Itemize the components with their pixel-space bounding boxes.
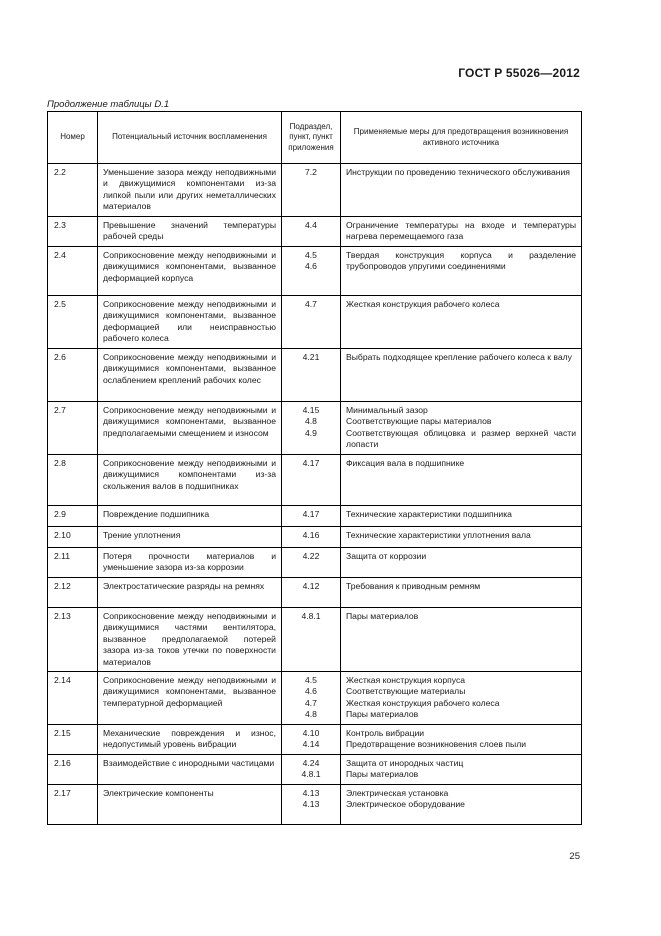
header-measures: Применяемые меры для предотвращения возникновения активного источника	[341, 112, 582, 164]
measures-cell	[341, 506, 582, 527]
subsection-ref: 4.7	[305, 299, 317, 309]
measures-cell	[341, 785, 582, 825]
subsection-ref: 4.8	[305, 416, 317, 427]
measures-cell	[341, 725, 582, 755]
row-number: 2.9	[48, 506, 98, 527]
ignition-source-cell: Соприкосновение между неподвижными и движущимися частями вентилятора, вызванное предполагаемой потерей зазора из-за токов утечки по поверхности материалов	[98, 608, 282, 672]
ignition-source-cell: Электростатические разряды на ремнях	[98, 578, 282, 608]
header-ignition-source: Потенциальный источник воспламенения	[98, 112, 282, 164]
table-row	[48, 455, 582, 506]
ignition-source-cell: Соприкосновение между неподвижными и движущимися компонентами, вызванное температурной деформацией	[98, 672, 282, 725]
subsection-cell	[282, 527, 341, 548]
subsection-cell	[282, 578, 341, 608]
subsection-ref: 4.22	[302, 551, 320, 561]
subsection-cell	[282, 247, 341, 296]
subsection-ref: 4.6	[305, 686, 317, 697]
subsection-cell	[282, 164, 341, 217]
subsection-cell	[282, 296, 341, 349]
measure-item: Технические характеристики уплотнения вала	[346, 530, 531, 540]
subsection-ref: 4.8	[305, 709, 317, 720]
subsection-cell	[282, 548, 341, 578]
measure-item: Предотвращение возникновения слоев пыли	[346, 739, 527, 750]
subsection-ref: 4.7	[305, 697, 317, 708]
subsection-cell	[282, 785, 341, 825]
header-number: Номер	[48, 112, 98, 164]
subsection-cell	[282, 217, 341, 247]
ignition-source-cell: Уменьшение зазора между неподвижными и движущимися компонентами из-за липкой пыли или других неметаллических материалов	[98, 164, 282, 217]
row-number: 2.10	[48, 527, 98, 548]
row-number: 2.5	[48, 296, 98, 349]
ignition-source-cell: Соприкосновение между неподвижными и движущимися компонентами, вызванное деформацией корпуса	[98, 247, 282, 296]
ignition-source-cell: Взаимодействие с инородными частицами	[98, 755, 282, 785]
measure-item: Контроль вибрации	[346, 728, 425, 739]
ignition-source-cell: Соприкосновение между неподвижными и движущимися компонентами, вызванное предполагаемыми смещением и износом	[98, 402, 282, 455]
measures-cell	[341, 402, 582, 455]
measure-item: Соответствующая облицовка и размер верхней части лопасти	[346, 427, 576, 450]
table-row	[48, 402, 582, 455]
table-row	[48, 608, 582, 672]
ignition-source-cell: Превышение значений температуры рабочей среды	[98, 217, 282, 247]
table-row	[48, 296, 582, 349]
ignition-source-cell: Соприкосновение между неподвижными и движущимися компонентами, вызванное ослаблением креплений рабочих колес	[98, 349, 282, 402]
table-row	[48, 506, 582, 527]
row-number: 2.4	[48, 247, 98, 296]
subsection-ref: 4.15	[302, 405, 320, 415]
row-number: 2.7	[48, 402, 98, 455]
subsection-ref: 4.5	[305, 250, 317, 260]
subsection-ref: 4.16	[302, 530, 320, 540]
table-row	[48, 349, 582, 402]
measure-item: Твердая конструкция корпуса и разделение трубопроводов упругими соединениями	[346, 250, 576, 272]
table-row	[48, 785, 582, 825]
table-row	[48, 725, 582, 755]
subsection-ref: 4.4	[305, 220, 317, 230]
measure-item: Требования к приводным ремням	[346, 581, 481, 591]
row-number: 2.2	[48, 164, 98, 217]
subsection-cell	[282, 455, 341, 506]
table-row	[48, 672, 582, 725]
measure-item: Пары материалов	[346, 611, 419, 621]
ignition-sources-table	[47, 111, 582, 825]
row-number: 2.15	[48, 725, 98, 755]
subsection-ref: 4.13	[302, 799, 320, 810]
header-subsection: Подраздел, пункт, пункт приложения	[282, 112, 341, 164]
row-number: 2.12	[48, 578, 98, 608]
measures-cell	[341, 578, 582, 608]
measure-item: Соответствующие пары материалов	[346, 416, 492, 427]
measure-item: Жесткая конструкция рабочего колеса	[346, 697, 500, 708]
row-number: 2.8	[48, 455, 98, 506]
subsection-cell	[282, 755, 341, 785]
measures-cell	[341, 672, 582, 725]
measure-item: Ограничение температуры на входе и температуры нагрева перемещаемого газа	[346, 220, 576, 242]
table-row	[48, 247, 582, 296]
table-row	[48, 527, 582, 548]
subsection-cell	[282, 506, 341, 527]
subsection-ref: 4.17	[302, 509, 320, 519]
measure-item: Фиксация вала в подшипнике	[346, 458, 465, 468]
measure-item: Пары материалов	[346, 769, 419, 780]
subsection-ref: 4.12	[302, 581, 320, 591]
measures-cell	[341, 217, 582, 247]
subsection-ref: 4.10	[302, 728, 320, 739]
subsection-ref: 4.8.1	[301, 611, 321, 621]
table-caption: Продолжение таблицы D.1	[47, 99, 170, 110]
subsection-ref: 4.8.1	[301, 769, 321, 780]
subsection-cell	[282, 725, 341, 755]
ignition-source-cell: Потеря прочности материалов и уменьшение зазора из-за коррозии	[98, 548, 282, 578]
subsection-ref: 4.17	[302, 458, 320, 468]
table-row	[48, 217, 582, 247]
subsection-ref: 4.9	[305, 427, 317, 438]
row-number: 2.6	[48, 349, 98, 402]
subsection-cell	[282, 672, 341, 725]
table-row	[48, 548, 582, 578]
subsection-ref: 4.13	[302, 788, 320, 799]
subsection-ref: 4.14	[302, 739, 320, 750]
ignition-source-cell: Соприкосновение между неподвижными и движущимися компонентами из-за скольжения валов в подшипниках	[98, 455, 282, 506]
measures-cell	[341, 755, 582, 785]
table-row	[48, 164, 582, 217]
measures-cell	[341, 608, 582, 672]
measures-cell	[341, 349, 582, 402]
measure-item: Технические характеристики подшипника	[346, 509, 512, 519]
subsection-ref: 4.5	[305, 675, 317, 686]
measure-item: Соответствующие материалы	[346, 686, 466, 697]
subsection-ref: 4.21	[302, 352, 320, 362]
table-row	[48, 755, 582, 785]
measure-item: Минимальный зазор	[346, 405, 428, 415]
ignition-source-cell: Повреждение подшипника	[98, 506, 282, 527]
measure-item: Защита от коррозии	[346, 551, 427, 561]
row-number: 2.11	[48, 548, 98, 578]
measure-item: Выбрать подходящее крепление рабочего колеса к валу	[346, 352, 572, 362]
ignition-source-cell: Механические повреждения и износ, недопустимый уровень вибрации	[98, 725, 282, 755]
measure-item: Электрическое оборудование	[346, 799, 465, 810]
measures-cell	[341, 527, 582, 548]
row-number: 2.14	[48, 672, 98, 725]
measures-cell	[341, 296, 582, 349]
row-number: 2.3	[48, 217, 98, 247]
measures-cell	[341, 548, 582, 578]
measure-item: Инструкции по проведению технического обслуживания	[346, 167, 570, 177]
measure-item: Жесткая конструкция рабочего колеса	[346, 299, 500, 309]
measure-item: Электрическая установка	[346, 788, 449, 799]
subsection-cell	[282, 349, 341, 402]
measures-cell	[341, 455, 582, 506]
measures-cell	[341, 247, 582, 296]
subsection-cell	[282, 402, 341, 455]
page-number: 25	[569, 851, 580, 862]
ignition-source-cell: Электрические компоненты	[98, 785, 282, 825]
document-id: ГОСТ Р 55026—2012	[458, 66, 580, 80]
measure-item: Жесткая конструкция корпуса	[346, 675, 466, 686]
table-row	[48, 578, 582, 608]
subsection-ref: 7.2	[305, 167, 317, 177]
row-number: 2.13	[48, 608, 98, 672]
row-number: 2.17	[48, 785, 98, 825]
ignition-source-cell: Соприкосновение между неподвижными и движущимися компонентами, вызванное деформацией или неисправностью рабочего колеса	[98, 296, 282, 349]
subsection-ref: 4.24	[302, 758, 320, 769]
measure-item: Защита от инородных частиц	[346, 758, 464, 769]
subsection-cell	[282, 608, 341, 672]
ignition-source-cell: Трение уплотнения	[98, 527, 282, 548]
subsection-ref: 4.6	[305, 261, 317, 272]
row-number: 2.16	[48, 755, 98, 785]
measure-item: Пары материалов	[346, 709, 419, 720]
measures-cell	[341, 164, 582, 217]
